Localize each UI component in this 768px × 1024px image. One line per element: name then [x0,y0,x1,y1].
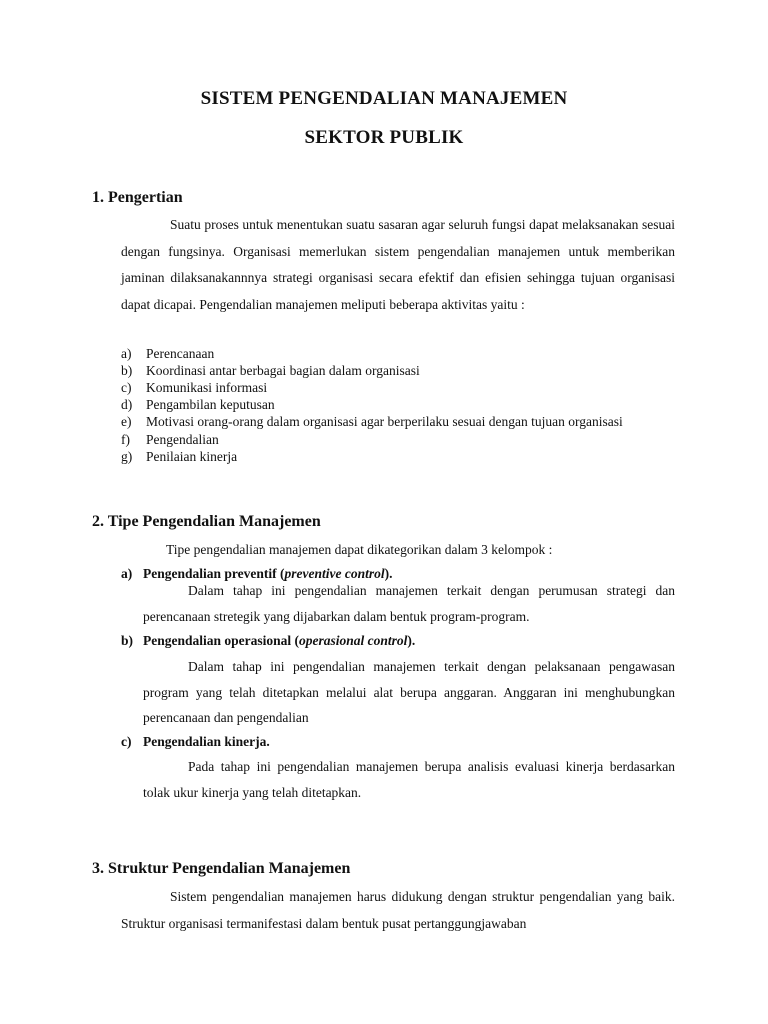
document-title-line2: SEKTOR PUBLIK [304,127,464,148]
list-item: a) Perencanaan [121,346,215,361]
document-title-line1: SISTEM PENGENDALIAN MANAJEMEN [200,88,568,109]
list-item: g) Penilaian kinerja [121,449,238,464]
subsection-a-body: Dalam tahap ini pengendalian manajemen terkait dengan perumusan strategi dan perencanaan stretegik yang dijabarkan dalam bentuk program-program. [143,583,675,624]
list-item: f) Pengendalian [121,432,219,447]
list-item: c) Komunikasi informasi [121,380,268,395]
section2-heading: 2. Tipe Pengendalian Manajemen [92,513,321,530]
section1-paragraph: Suatu proses untuk menentukan suatu sasaran agar seluruh fungsi dapat melaksanakan sesuai dengan fungsinya. Organisasi memerlukan sistem pengendalian manajemen untuk memberikan jaminan dilaksanakannnya strategi organisasi secara efektif dan efisien sehingga tujuan organisasi dapat dicapai. Pengendalian manajemen meliputi beberapa aktivitas yaitu : [121,217,675,312]
section2-intro: Tipe pengendalian manajemen dapat dikategorikan dalam 3 kelompok : [166,542,553,557]
section3-paragraph: Sistem pengendalian manajemen harus didukung dengan struktur pengendalian yang baik. Struktur organisasi termanifestasi dalam bentuk pusat pertanggungjawaban [121,889,675,931]
subsection-b-title: b) Pengendalian operasional (operasional control). [121,633,416,648]
subsection-b-body: Dalam tahap ini pengendalian manajemen terkait dengan pelaksanaan pengawasan program yang telah ditetapkan melalui alat berupa anggaran. Anggaran ini menghubungkan perencanaan dan pengendalian [143,659,675,725]
list-item: b) Koordinasi antar berbagai bagian dalam organisasi [121,363,420,378]
subsection-a-title: a) Pengendalian preventif (preventive control). [121,566,393,581]
list-item: d) Pengambilan keputusan [121,397,275,412]
subsection-c-title: c) Pengendalian kinerja. [121,734,270,749]
list-item: e) Motivasi orang-orang dalam organisasi agar berperilaku sesuai dengan tujuan organisasi [121,414,623,429]
section1-heading: 1. Pengertian [92,189,183,206]
section3-heading: 3. Struktur Pengendalian Manajemen [92,860,351,877]
subsection-c-body: Pada tahap ini pengendalian manajemen berupa analisis evaluasi kinerja berdasarkan tolak ukur kinerja yang telah ditetapkan. [143,759,675,800]
section1-activity-list [121,345,675,465]
